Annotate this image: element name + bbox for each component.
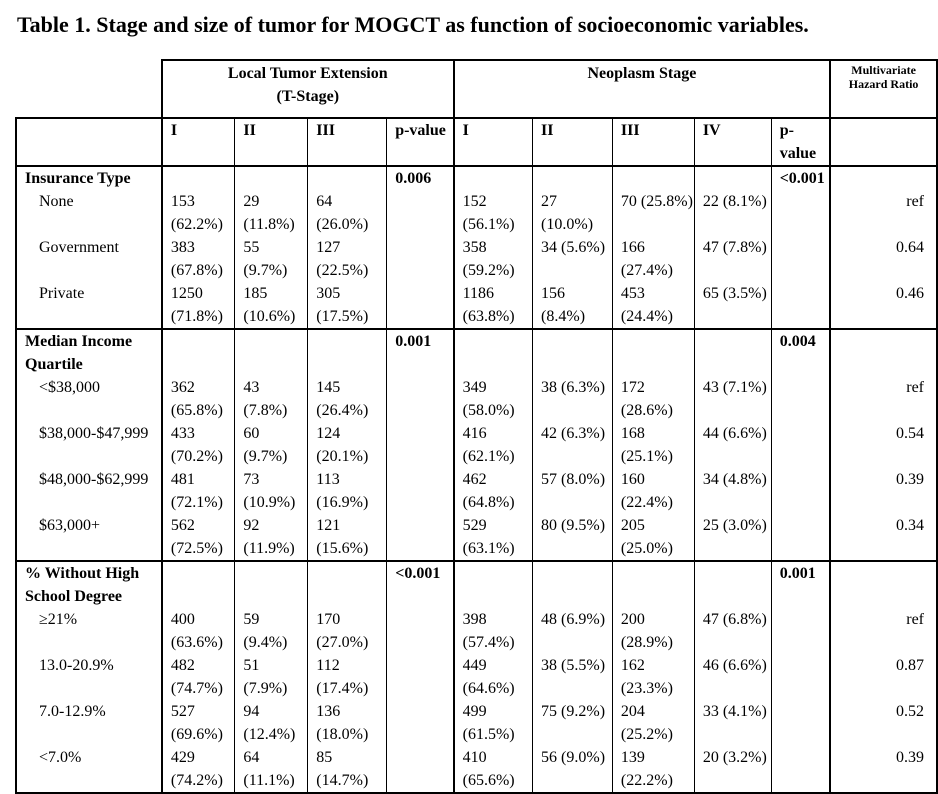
empty-cell: [830, 329, 937, 376]
neoplasm-cell: 172 (28.6%): [612, 376, 694, 422]
t-stage-cell: 481 (72.1%): [162, 468, 235, 514]
category-row: [16, 561, 937, 608]
neoplasm-cell: 529 (63.1%): [454, 514, 533, 561]
neoplasm-cell: 1186 (63.8%): [454, 282, 533, 329]
empty-cell: [612, 329, 694, 376]
header-t-stage: Local Tumor Extension (T-Stage): [162, 60, 454, 118]
empty-cell: [387, 608, 454, 654]
empty-cell: [162, 561, 235, 608]
t-stage-cell: 64 (11.1%): [235, 746, 308, 793]
table-row: [16, 654, 937, 700]
neoplasm-cell: 75 (9.2%): [533, 700, 613, 746]
empty-cell: [162, 166, 235, 190]
hazard-ratio-cell: 0.39: [830, 746, 937, 793]
neoplasm-cell: 56 (9.0%): [533, 746, 613, 793]
empty-cell: [771, 282, 830, 329]
row-label: Private: [16, 282, 162, 329]
empty-cell: [308, 329, 387, 376]
neoplasm-cell: 205 (25.0%): [612, 514, 694, 561]
empty-cell: [694, 329, 771, 376]
empty-cell: [612, 166, 694, 190]
row-label: $48,000-$62,999: [16, 468, 162, 514]
row-label: $38,000-$47,999: [16, 422, 162, 468]
t-stage-cell: 113 (16.9%): [308, 468, 387, 514]
t-stage-cell: 127 (22.5%): [308, 236, 387, 282]
empty-cell: [308, 166, 387, 190]
empty-cell: [771, 514, 830, 561]
neoplasm-cell: 38 (6.3%): [533, 376, 613, 422]
row-label: 7.0-12.9%: [16, 700, 162, 746]
neoplasm-cell: 204 (25.2%): [612, 700, 694, 746]
neoplasm-cell: 22 (8.1%): [694, 190, 771, 236]
row-label: <$38,000: [16, 376, 162, 422]
t-stage-cell: 92 (11.9%): [235, 514, 308, 561]
t-stage-cell: 51 (7.9%): [235, 654, 308, 700]
neoplasm-p-value: 0.004: [771, 329, 830, 376]
row-label: <7.0%: [16, 746, 162, 793]
t-stage-cell: 64 (26.0%): [308, 190, 387, 236]
table-row: [16, 376, 937, 422]
neoplasm-cell: 80 (9.5%): [533, 514, 613, 561]
neoplasm-p-value: <0.001: [771, 166, 830, 190]
neoplasm-cell: 38 (5.5%): [533, 654, 613, 700]
col-t-i: I: [162, 118, 235, 166]
neoplasm-cell: 416 (62.1%): [454, 422, 533, 468]
category-row: [16, 329, 937, 376]
neoplasm-cell: 453 (24.4%): [612, 282, 694, 329]
empty-cell: [694, 561, 771, 608]
t-stage-cell: 527 (69.6%): [162, 700, 235, 746]
t-stage-cell: 136 (18.0%): [308, 700, 387, 746]
t-stage-cell: 112 (17.4%): [308, 654, 387, 700]
empty-cell: [387, 514, 454, 561]
t-stage-cell: 482 (74.7%): [162, 654, 235, 700]
col-t-iii: III: [308, 118, 387, 166]
empty-cell: [533, 329, 613, 376]
t-stage-p-value: 0.006: [387, 166, 454, 190]
empty-cell: [387, 282, 454, 329]
col-n-i: I: [454, 118, 533, 166]
table-row: [16, 190, 937, 236]
table-row: [16, 746, 937, 793]
data-table: [15, 59, 938, 794]
empty-cell: [387, 700, 454, 746]
neoplasm-cell: 34 (4.8%): [694, 468, 771, 514]
empty-cell: [387, 654, 454, 700]
neoplasm-cell: 70 (25.8%): [612, 190, 694, 236]
neoplasm-cell: 139 (22.2%): [612, 746, 694, 793]
t-stage-cell: 94 (12.4%): [235, 700, 308, 746]
neoplasm-cell: 166 (27.4%): [612, 236, 694, 282]
t-stage-cell: 362 (65.8%): [162, 376, 235, 422]
neoplasm-cell: 47 (6.8%): [694, 608, 771, 654]
empty-cell: [771, 422, 830, 468]
empty-cell: [771, 236, 830, 282]
t-stage-cell: 85 (14.7%): [308, 746, 387, 793]
empty-cell: [235, 329, 308, 376]
empty-cell: [387, 236, 454, 282]
category-label: Median Income Quartile: [16, 329, 162, 376]
t-stage-cell: 55 (9.7%): [235, 236, 308, 282]
empty-cell: [771, 468, 830, 514]
empty-cell: [235, 166, 308, 190]
category-label: % Without High School Degree: [16, 561, 162, 608]
t-stage-cell: 170 (27.0%): [308, 608, 387, 654]
neoplasm-cell: 20 (3.2%): [694, 746, 771, 793]
table-row: [16, 700, 937, 746]
empty-cell: [235, 561, 308, 608]
neoplasm-cell: 410 (65.6%): [454, 746, 533, 793]
empty-cell: [454, 329, 533, 376]
hazard-ratio-cell: ref: [830, 190, 937, 236]
table-row: [16, 422, 937, 468]
hazard-ratio-cell: ref: [830, 376, 937, 422]
hazard-ratio-cell: ref: [830, 608, 937, 654]
neoplasm-cell: 160 (22.4%): [612, 468, 694, 514]
neoplasm-cell: 156 (8.4%): [533, 282, 613, 329]
t-stage-cell: 59 (9.4%): [235, 608, 308, 654]
empty-cell: [771, 608, 830, 654]
neoplasm-cell: 44 (6.6%): [694, 422, 771, 468]
hazard-ratio-cell: 0.46: [830, 282, 937, 329]
empty-cell: [387, 746, 454, 793]
hazard-ratio-cell: 0.87: [830, 654, 937, 700]
neoplasm-cell: 27 (10.0%): [533, 190, 613, 236]
col-n-ii: II: [533, 118, 613, 166]
neoplasm-cell: 200 (28.9%): [612, 608, 694, 654]
table-title: Table 1. Stage and size of tumor for MOGCT as function of socioeconomic variables.: [17, 12, 809, 37]
row-label: 13.0-20.9%: [16, 654, 162, 700]
empty-cell: [771, 190, 830, 236]
header-hazard-ratio: Multivariate Hazard Ratio: [830, 60, 937, 118]
neoplasm-cell: 43 (7.1%): [694, 376, 771, 422]
t-stage-cell: 29 (11.8%): [235, 190, 308, 236]
neoplasm-cell: 398 (57.4%): [454, 608, 533, 654]
col-t-ii: II: [235, 118, 308, 166]
t-stage-cell: 433 (70.2%): [162, 422, 235, 468]
neoplasm-cell: 152 (56.1%): [454, 190, 533, 236]
empty-cell: [387, 422, 454, 468]
neoplasm-cell: 349 (58.0%): [454, 376, 533, 422]
t-stage-cell: 121 (15.6%): [308, 514, 387, 561]
neoplasm-cell: 34 (5.6%): [533, 236, 613, 282]
table-row: [16, 468, 937, 514]
t-stage-cell: 383 (67.8%): [162, 236, 235, 282]
empty-cell: [771, 654, 830, 700]
empty-cell: [387, 190, 454, 236]
t-stage-cell: 60 (9.7%): [235, 422, 308, 468]
table-row: [16, 514, 937, 561]
neoplasm-cell: 48 (6.9%): [533, 608, 613, 654]
neoplasm-cell: 168 (25.1%): [612, 422, 694, 468]
neoplasm-cell: 499 (61.5%): [454, 700, 533, 746]
col-n-iv: IV: [694, 118, 771, 166]
col-n-iii: III: [612, 118, 694, 166]
neoplasm-cell: 46 (6.6%): [694, 654, 771, 700]
t-stage-cell: 562 (72.5%): [162, 514, 235, 561]
table-row: [16, 236, 937, 282]
neoplasm-cell: 25 (3.0%): [694, 514, 771, 561]
t-stage-cell: 429 (74.2%): [162, 746, 235, 793]
t-stage-cell: 400 (63.6%): [162, 608, 235, 654]
t-stage-p-value: <0.001: [387, 561, 454, 608]
neoplasm-p-value: 0.001: [771, 561, 830, 608]
neoplasm-cell: 33 (4.1%): [694, 700, 771, 746]
empty-cell: [694, 166, 771, 190]
row-label: None: [16, 190, 162, 236]
hazard-ratio-cell: 0.52: [830, 700, 937, 746]
t-stage-cell: 43 (7.8%): [235, 376, 308, 422]
t-stage-cell: 124 (20.1%): [308, 422, 387, 468]
neoplasm-cell: 449 (64.6%): [454, 654, 533, 700]
t-stage-cell: 185 (10.6%): [235, 282, 308, 329]
row-label: $63,000+: [16, 514, 162, 561]
empty-cell: [533, 166, 613, 190]
header-neoplasm-stage: Neoplasm Stage: [454, 60, 831, 118]
column-header-row: [16, 118, 937, 166]
t-stage-cell: 153 (62.2%): [162, 190, 235, 236]
empty-cell: [454, 561, 533, 608]
neoplasm-cell: 47 (7.8%): [694, 236, 771, 282]
neoplasm-cell: 42 (6.3%): [533, 422, 613, 468]
hazard-ratio-cell: 0.64: [830, 236, 937, 282]
t-stage-cell: 305 (17.5%): [308, 282, 387, 329]
hazard-ratio-cell: 0.39: [830, 468, 937, 514]
row-label: Government: [16, 236, 162, 282]
empty-cell: [454, 166, 533, 190]
row-label: ≥21%: [16, 608, 162, 654]
category-label: Insurance Type: [16, 166, 162, 190]
empty-cell: [830, 561, 937, 608]
col-n-p: p-value: [771, 118, 830, 166]
neoplasm-cell: 462 (64.8%): [454, 468, 533, 514]
neoplasm-cell: 162 (23.3%): [612, 654, 694, 700]
empty-cell: [771, 376, 830, 422]
empty-cell: [771, 700, 830, 746]
category-row: [16, 166, 937, 190]
neoplasm-cell: 57 (8.0%): [533, 468, 613, 514]
neoplasm-cell: 65 (3.5%): [694, 282, 771, 329]
empty-cell: [612, 561, 694, 608]
neoplasm-cell: 358 (59.2%): [454, 236, 533, 282]
table-row: [16, 282, 937, 329]
hazard-ratio-cell: 0.54: [830, 422, 937, 468]
empty-cell: [387, 468, 454, 514]
empty-cell: [771, 746, 830, 793]
t-stage-cell: 145 (26.4%): [308, 376, 387, 422]
t-stage-p-value: 0.001: [387, 329, 454, 376]
hazard-ratio-cell: 0.34: [830, 514, 937, 561]
t-stage-cell: 73 (10.9%): [235, 468, 308, 514]
empty-cell: [830, 166, 937, 190]
empty-cell: [162, 329, 235, 376]
t-stage-cell: 1250 (71.8%): [162, 282, 235, 329]
empty-cell: [533, 561, 613, 608]
empty-cell: [308, 561, 387, 608]
empty-cell: [387, 376, 454, 422]
table-row: [16, 608, 937, 654]
col-t-p: p-value: [387, 118, 454, 166]
